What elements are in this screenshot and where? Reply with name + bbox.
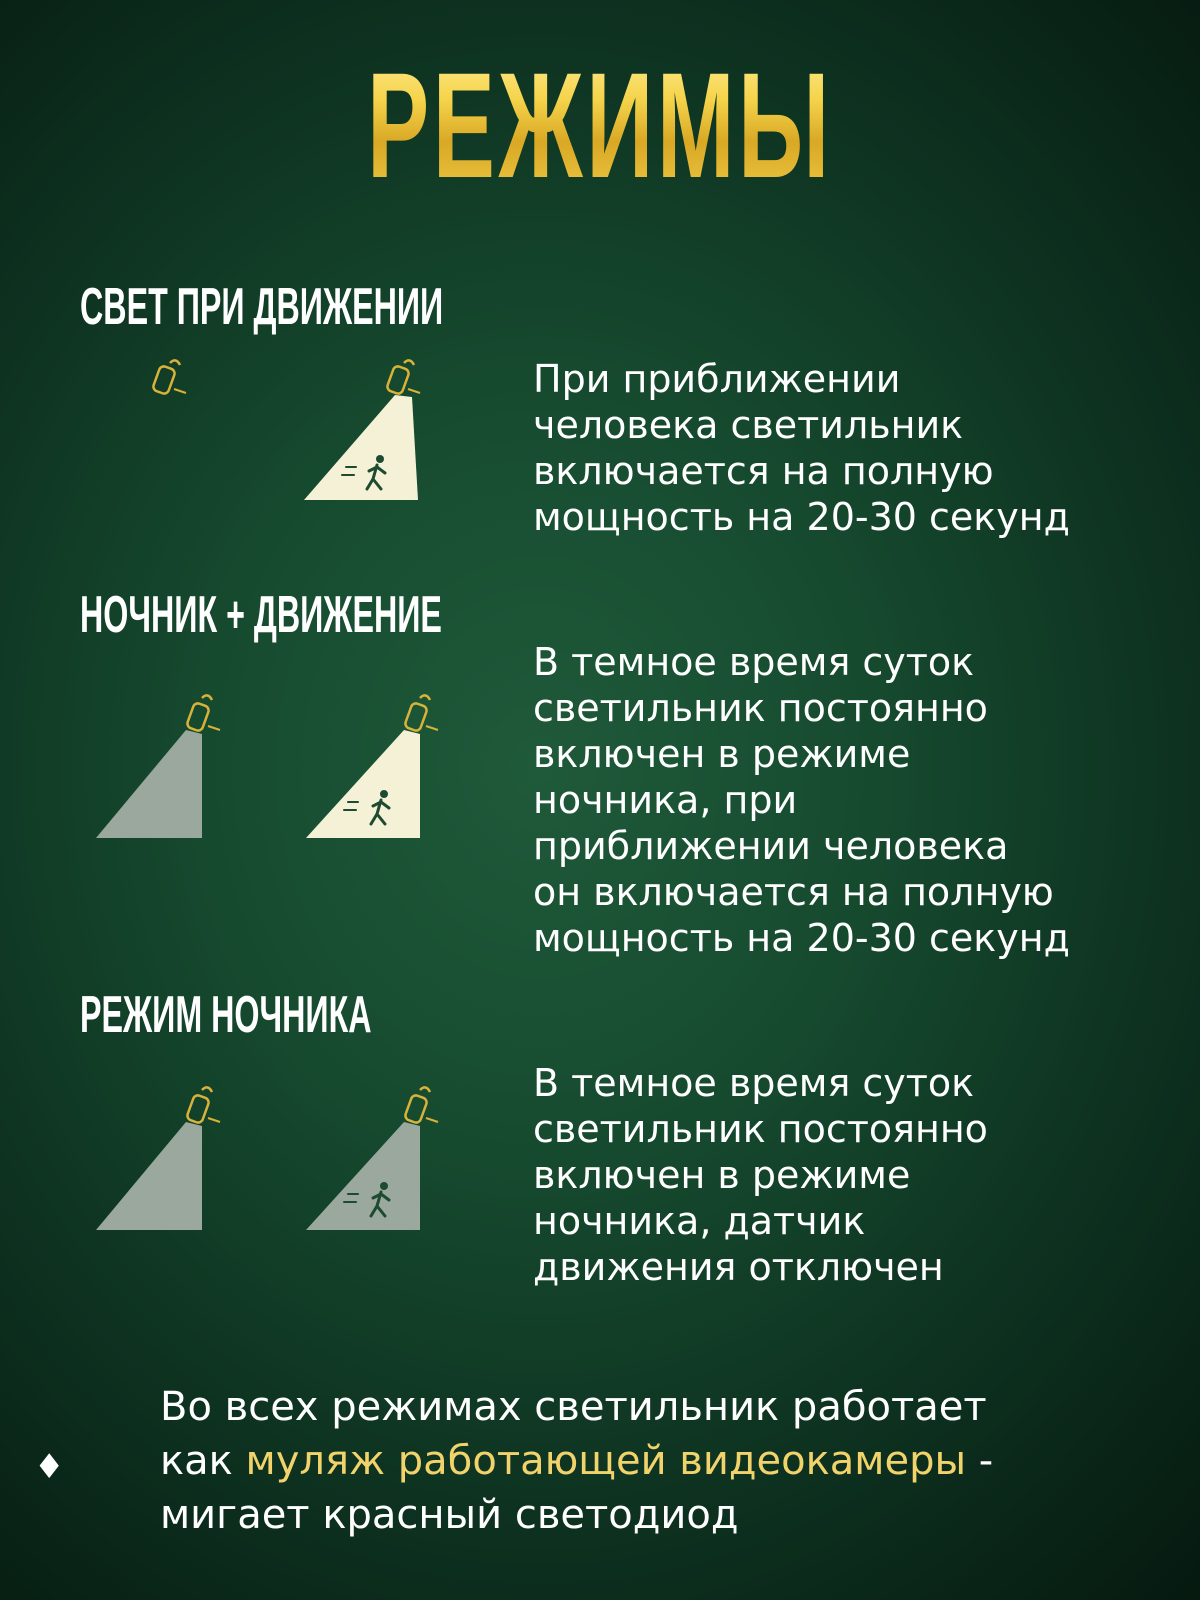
lamp-icon — [186, 1087, 220, 1124]
lamp-icon — [386, 360, 420, 395]
description-line: приближении человека — [533, 824, 1009, 868]
lamp-icon — [404, 695, 438, 732]
full-beam-icon — [306, 730, 420, 838]
mode-heading-nightlight: РЕЖИМ НОЧНИКА — [80, 986, 372, 1044]
description-line: человека светильник — [533, 403, 964, 447]
footer-line-3: мигает красный светодиод — [160, 1492, 739, 1538]
description-line: включен в режиме — [533, 732, 911, 776]
description-line: мощность на 20-30 секунд — [533, 495, 1070, 539]
description-line: он включается на полную — [533, 870, 1054, 914]
description-line: мощность на 20-30 секунд — [533, 916, 1070, 960]
dim-beam-icon — [306, 1122, 420, 1230]
description-line: светильник постоянно — [533, 1107, 988, 1151]
footer-line-2-prefix: как — [160, 1438, 246, 1484]
lamp-icon — [152, 360, 186, 395]
footer-line-2 — [160, 1434, 1160, 1488]
footer-note — [160, 1380, 1160, 1542]
mode-3-illustration — [90, 1082, 440, 1232]
mode-1-description — [533, 356, 1173, 540]
description-line: включается на полную — [533, 449, 994, 493]
description-line: светильник постоянно — [533, 686, 988, 730]
description-line: При приближении — [533, 357, 901, 401]
lamp-icon — [404, 1087, 438, 1124]
description-line: включен в режиме — [533, 1153, 911, 1197]
footer-highlight: муляж работающей видеокамеры — [245, 1438, 967, 1484]
page-title: РЕЖИМЫ — [228, 40, 972, 210]
lamp-icon — [186, 695, 220, 732]
description-line: В темное время суток — [533, 640, 975, 684]
footer-line-2-suffix: - — [966, 1438, 994, 1484]
description-line: движения отключен — [533, 1245, 944, 1289]
mode-1-illustration — [90, 355, 440, 505]
description-line: ночника, датчик — [533, 1199, 866, 1243]
description-line: В темное время суток — [533, 1061, 975, 1105]
mode-heading-motion-light: СВЕТ ПРИ ДВИЖЕНИИ — [80, 278, 444, 336]
mode-3-description — [533, 1060, 1173, 1290]
footer-line-1: Во всех режимах светильник работает — [160, 1384, 987, 1430]
mode-2-description — [533, 639, 1173, 961]
dim-beam-icon — [96, 1122, 202, 1230]
diamond-bullet-icon: ♦ — [34, 1447, 65, 1487]
description-line: ночника, при — [533, 778, 798, 822]
mode-heading-nightlight-motion: НОЧНИК + ДВИЖЕНИЕ — [80, 586, 442, 644]
dim-beam-icon — [96, 730, 202, 838]
full-beam-icon — [304, 395, 418, 500]
mode-2-illustration — [90, 690, 440, 840]
